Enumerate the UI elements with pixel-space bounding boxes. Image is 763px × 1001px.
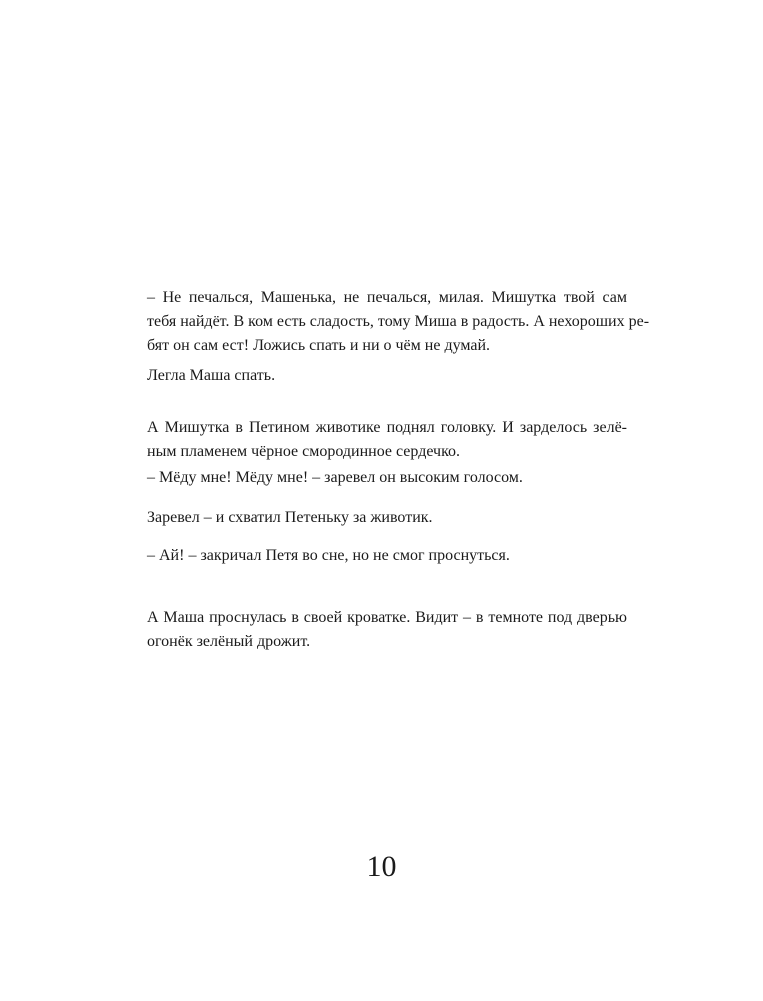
text-line: Легла Маша спать. xyxy=(147,367,276,384)
paragraph-1 xyxy=(147,286,650,358)
text-line: – Мёду мне! Мёду мне! – заревел он высоким голосом. xyxy=(147,469,523,486)
paragraph-7 xyxy=(147,606,627,654)
page-number: 10 xyxy=(366,850,397,883)
text-line: – Не печалься, Машенька, не печалься, милая. Мишутка твой сам xyxy=(147,289,627,306)
paragraph-6 xyxy=(147,544,627,568)
text-line: бят он сам ест! Ложись спать и ни о чём не думай. xyxy=(147,337,491,354)
text-line: огонёк зелёный дрожит. xyxy=(147,633,311,650)
text-line: – Ай! – закричал Петя во сне, но не смог проснуться. xyxy=(147,547,510,564)
text-line: тебя найдёт. В ком есть сладость, тому Миша в радость. А нехороших ре- xyxy=(147,313,650,330)
text-line: А Мишутка в Петином животике поднял головку. И зарделось зелё- xyxy=(147,419,627,436)
text-line: ным пламенем чёрное смородинное сердечко. xyxy=(147,443,461,460)
text-line: А Маша проснулась в своей кроватке. Видит – в темноте под дверью xyxy=(147,609,627,626)
paragraph-3 xyxy=(147,416,627,464)
paragraph-4 xyxy=(147,466,627,490)
paragraph-5 xyxy=(147,506,627,530)
paragraph-2 xyxy=(147,364,627,388)
text-line: Заревел – и схватил Петеньку за животик. xyxy=(147,509,433,526)
